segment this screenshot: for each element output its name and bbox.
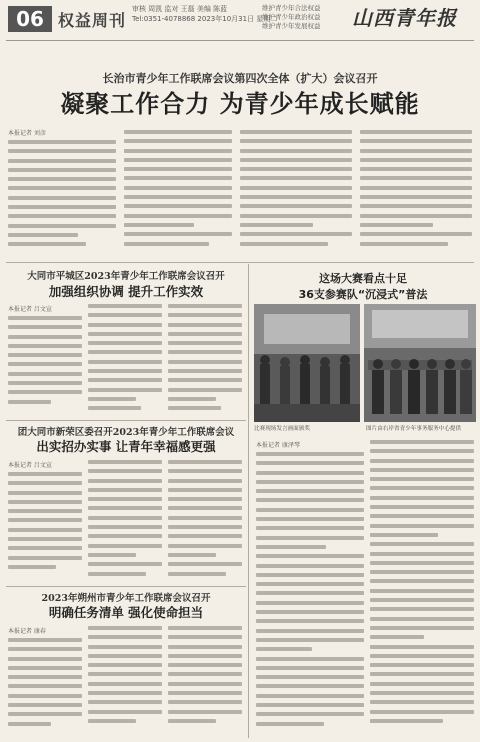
lead-byline: 本报记者 刘彦 [8,130,46,137]
text-line [168,369,242,373]
text-line [124,214,232,218]
text-line [240,223,313,227]
text-line [8,703,82,707]
text-line [370,524,474,528]
text-line [88,525,162,529]
text-line [88,488,162,492]
text-line [168,663,242,667]
text-line [370,514,474,518]
text-line [8,390,82,394]
text-line [168,645,242,649]
text-line [256,545,326,549]
text-line [370,691,474,695]
text-line [88,710,162,714]
text-line [256,703,364,707]
story4-byline: 本报记者 康春 [8,628,46,635]
text-line [88,663,162,667]
text-line [256,508,364,512]
story3-byline: 本报记者 吕文宣 [8,462,52,469]
text-line [168,360,242,364]
text-line [256,712,364,716]
text-line [124,204,232,208]
text-line [8,712,82,716]
text-line [240,186,352,190]
date-line: Tel:0351-4078868 2023年10月31日 星期二 [132,15,278,23]
text-line [370,710,474,714]
text-line [370,449,474,453]
text-line [256,498,364,502]
text-line [168,635,242,639]
text-line [8,372,82,376]
text-line [360,139,472,143]
text-line [88,341,162,345]
text-line [370,486,474,490]
text-line [88,672,162,676]
text-line [240,232,352,236]
text-line [88,553,136,557]
text-line [240,242,328,246]
feature-title-line1: 这场大赛看点十足 [319,272,407,285]
text-line [8,537,82,541]
text-line [370,700,474,704]
text-line [88,682,162,686]
text-line [124,158,232,162]
text-line [8,233,78,237]
text-line [256,675,364,679]
text-line [370,496,474,500]
text-line [88,460,162,464]
text-line [88,516,162,520]
text-line [124,176,232,180]
newspaper-logo: 山西青年报 [352,6,457,30]
text-line [88,572,146,576]
text-line [168,710,242,714]
text-line [370,626,474,630]
text-line [8,177,116,181]
lead-column-2 [124,130,232,258]
text-line [256,694,364,698]
page-number: 06 [8,6,52,32]
text-line [256,517,364,521]
header-meta [132,4,277,24]
text-line [256,666,364,670]
text-line [370,607,474,611]
text-line [8,518,82,522]
text-line [168,479,242,483]
text-line [370,645,474,649]
text-line [8,400,51,404]
text-line [88,378,162,382]
text-line [168,341,242,345]
story4-column-3 [168,626,242,736]
lead-column-4 [360,130,472,258]
text-line [124,149,232,153]
text-line [124,242,209,246]
text-line [240,158,352,162]
text-line [168,672,242,676]
text-line [256,526,364,530]
text-line [8,205,116,209]
text-line [168,497,242,501]
text-line [8,242,86,246]
text-line [8,381,82,385]
slogan [262,4,321,31]
stage-photo [254,304,360,422]
text-line [8,684,82,688]
text-line [240,214,352,218]
text-line [88,700,162,704]
text-line [124,139,232,143]
story2-title: 加强组织协调 提升工作实效 [48,284,204,299]
text-line [370,579,474,583]
text-line [88,469,162,473]
text-line [370,552,474,556]
text-line [168,553,216,557]
text-line [168,516,242,520]
story2-byline: 本报记者 吕文宣 [8,306,52,313]
text-line [88,479,162,483]
text-line [256,629,364,633]
text-line [240,139,352,143]
text-line [88,406,141,410]
text-line [88,534,162,538]
story3-column-1 [8,472,82,582]
story-divider [6,420,246,421]
text-line [8,500,82,504]
text-line [256,489,364,493]
text-line [168,332,242,336]
text-line [240,149,352,153]
lead-title: 凝聚工作合力 为青少年成长赋能 [60,90,420,118]
feature-byline: 本报记者 康泽琴 [256,442,300,449]
feature-photo-left [254,304,360,422]
text-line [370,635,424,639]
text-line [168,460,242,464]
text-line [168,469,242,473]
text-line [370,719,443,723]
text-line [168,626,242,630]
text-line [370,459,474,463]
story3-subtitle: 团大同市新荣区委召开2023年青少年工作联席会议 [17,427,235,438]
text-line [8,140,116,144]
text-line [370,561,474,565]
text-line [88,360,162,364]
text-line [8,638,82,642]
text-line [124,232,232,236]
slogan-line: 维护青少年发展权益 [262,22,321,30]
text-line [370,505,474,509]
lead-column-1 [8,140,116,258]
text-line [256,564,364,568]
text-line [256,722,324,726]
editor-line: 审核 周凯 监对 王磊 美编 陈蓝 [132,5,228,13]
feature-column-2 [370,440,474,736]
text-line [256,657,364,661]
text-line [8,168,116,172]
text-line [256,471,364,475]
text-line [8,722,51,726]
text-line [88,388,162,392]
text-line [370,598,474,602]
text-line [88,323,162,327]
text-line [124,223,194,227]
text-line [8,325,82,329]
text-line [256,610,364,614]
text-line [168,525,242,529]
text-line [88,350,162,354]
text-line [88,654,162,658]
text-line [8,647,82,651]
text-line [88,332,162,336]
story2-column-3 [168,304,242,416]
text-line [256,638,364,642]
text-line [8,149,116,153]
text-line [360,167,472,171]
text-line [256,684,364,688]
text-line [88,313,162,317]
text-line [88,626,162,630]
story3-column-2 [88,460,162,582]
header-divider [6,40,474,41]
text-line [88,719,136,723]
text-line [370,542,474,546]
text-line [360,149,472,153]
text-line [88,635,162,639]
text-line [370,663,474,667]
text-line [8,657,82,661]
text-line [168,572,226,576]
text-line [88,562,162,566]
text-line [370,440,474,444]
text-line [256,536,364,540]
text-line [88,691,162,695]
feature-photo-right [364,304,476,422]
text-line [168,719,216,723]
text-line [8,472,82,476]
text-line [240,130,352,134]
text-line [8,316,82,320]
text-line [370,570,474,574]
text-line [360,223,433,227]
text-line [168,304,242,308]
text-line [360,186,472,190]
text-line [360,195,472,199]
text-line [168,534,242,538]
text-line [360,204,472,208]
text-line [8,196,116,200]
story2-subtitle: 大同市平城区2023年青少年工作联席会议召开 [27,271,225,282]
text-line [8,509,82,513]
text-line [370,682,474,686]
story3-title: 出实招办实事 让青年幸福感更强 [36,439,216,454]
text-line [370,468,474,472]
feature-caption-left: 比赛现场发言画面颁奖 [254,426,310,432]
text-line [168,406,221,410]
story4-subtitle: 2023年朔州市青少年工作联席会议召开 [41,593,211,604]
text-line [168,691,242,695]
slogan-line: 维护青少年合法权益 [262,4,321,12]
text-line [256,554,364,558]
text-line [168,562,242,566]
text-line [240,204,352,208]
text-line [240,195,352,199]
text-line [370,617,474,621]
text-line [8,186,116,190]
masthead [0,0,480,40]
text-line [370,589,474,593]
story4-column-1 [8,638,82,736]
text-line [88,645,162,649]
text-line [240,176,352,180]
feature-column-1 [256,452,364,736]
text-line [8,565,56,569]
story3-column-3 [168,460,242,582]
text-line [256,480,364,484]
text-line [370,533,438,537]
text-line [360,232,472,236]
text-line [168,313,242,317]
team-photo [364,304,476,422]
text-line [8,694,82,698]
text-line [168,506,242,510]
text-line [168,682,242,686]
text-line [256,582,364,586]
story4-column-2 [88,626,162,736]
text-line [8,353,82,357]
text-line [168,397,216,401]
text-line [88,369,162,373]
text-line [360,176,472,180]
text-line [168,654,242,658]
text-line [370,654,474,658]
story2-column-2 [88,304,162,416]
text-line [124,130,232,134]
text-line [124,195,232,199]
text-line [124,167,232,171]
feature-caption-right: 图片由右岸省青少年事务服务中心提供 [366,426,462,432]
text-line [360,214,472,218]
slogan-line: 维护青少年政治权益 [262,13,321,21]
section-divider [6,262,474,263]
text-line [168,350,242,354]
text-line [256,647,312,651]
section-name: 权益周刊 [58,11,127,30]
text-line [8,556,82,560]
text-line [88,544,162,548]
text-line [360,242,448,246]
text-line [124,186,232,190]
text-line [8,546,82,550]
text-line [88,304,162,308]
text-line [8,491,82,495]
text-line [168,388,242,392]
text-line [256,591,364,595]
lead-column-3 [240,130,352,258]
text-line [256,601,364,605]
text-line [8,214,116,218]
text-line [168,378,242,382]
text-line [370,672,474,676]
text-line [168,700,242,704]
text-line [360,130,472,134]
text-line [168,323,242,327]
lead-subtitle: 长治市青少年工作联席会议第四次全体（扩大）会议召开 [102,72,378,85]
text-line [8,666,82,670]
text-line [168,488,242,492]
text-line [8,481,82,485]
text-line [240,167,352,171]
text-line [8,362,82,366]
story2-column-1 [8,316,82,416]
text-line [256,573,364,577]
text-line [88,497,162,501]
text-line [8,224,116,228]
text-line [8,159,116,163]
text-line [8,344,82,348]
story-divider [6,586,246,587]
text-line [360,158,472,162]
text-line [8,528,82,532]
text-line [88,506,162,510]
story4-title: 明确任务清单 强化使命担当 [48,605,204,620]
text-line [88,397,136,401]
text-line [8,335,82,339]
text-line [256,619,364,623]
text-line [168,544,242,548]
feature-title-line2: 36支参赛队“沉浸式”普法 [298,288,428,301]
column-divider [248,264,249,738]
text-line [256,461,364,465]
text-line [256,452,364,456]
text-line [8,675,82,679]
text-line [370,477,474,481]
